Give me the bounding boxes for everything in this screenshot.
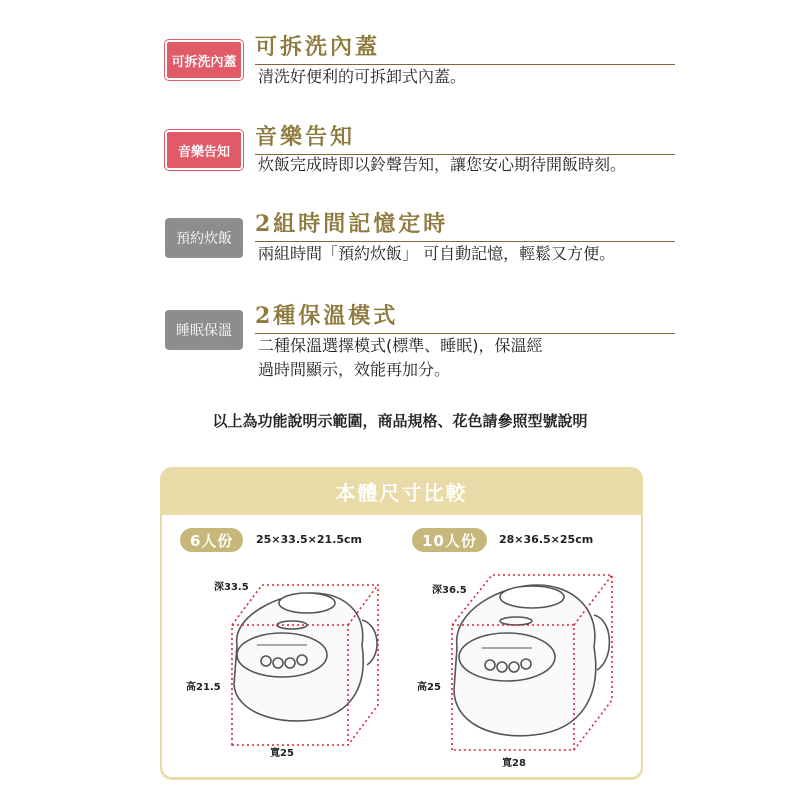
feature-removable-lid — [0, 28, 800, 118]
feature-keep-warm-modes — [0, 297, 800, 387]
size-comparison-title: 本體尺寸比較 — [335, 480, 468, 505]
height-label-6: 高21.5 — [186, 682, 221, 693]
feature-music-notice — [0, 118, 800, 208]
feature-timer-memory — [0, 205, 800, 295]
feature-description: 炊飯完成時即以鈴聲告知，讓您安心期待開飯時刻。 — [258, 155, 627, 174]
feature-badge: 音樂告知 — [165, 130, 243, 170]
size-comparison-body — [162, 515, 641, 777]
feature-title: 音樂告知 — [255, 124, 356, 150]
rice-cooker-10-drawing — [454, 585, 609, 736]
feature-title: 2組時間記憶定時 — [255, 211, 449, 237]
feature-badge: 預約炊飯 — [165, 218, 243, 258]
dimensions-10: 28×36.5×25cm — [499, 533, 594, 546]
width-label-6: 寬25 — [270, 748, 294, 759]
feature-description-line-2: 過時間顯示，效能再加分。 — [258, 360, 451, 379]
feature-title: 2種保溫模式 — [255, 303, 399, 329]
disclaimer-note: 以上為功能說明示範圍，商品規格、花色請參照型號說明 — [212, 412, 588, 430]
capacity-pill-6: 6人份 — [180, 528, 243, 552]
feature-description: 兩組時間「預約炊飯」 可自動記憶，輕鬆又方便。 — [258, 244, 616, 263]
feature-title: 可拆洗內蓋 — [255, 34, 381, 60]
height-label-10: 高25 — [417, 682, 441, 693]
depth-label-6: 深33.5 — [214, 582, 249, 593]
feature-badge: 睡眠保溫 — [165, 310, 243, 350]
depth-label-10: 深36.5 — [432, 585, 467, 596]
dimensions-6: 25×33.5×21.5cm — [256, 533, 363, 546]
rice-cooker-illustrations — [162, 515, 641, 777]
feature-badge: 可拆洗內蓋 — [165, 40, 243, 80]
capacity-pill-10: 10人份 — [412, 528, 487, 552]
feature-description-line-1: 二種保溫選擇模式(標準、睡眠)，保溫經 — [258, 336, 543, 355]
feature-description: 清洗好便利的可拆卸式內蓋。 — [258, 67, 467, 86]
width-label-10: 寬28 — [502, 758, 526, 769]
size-comparison-panel — [160, 467, 643, 780]
rice-cooker-6-drawing — [234, 593, 377, 721]
